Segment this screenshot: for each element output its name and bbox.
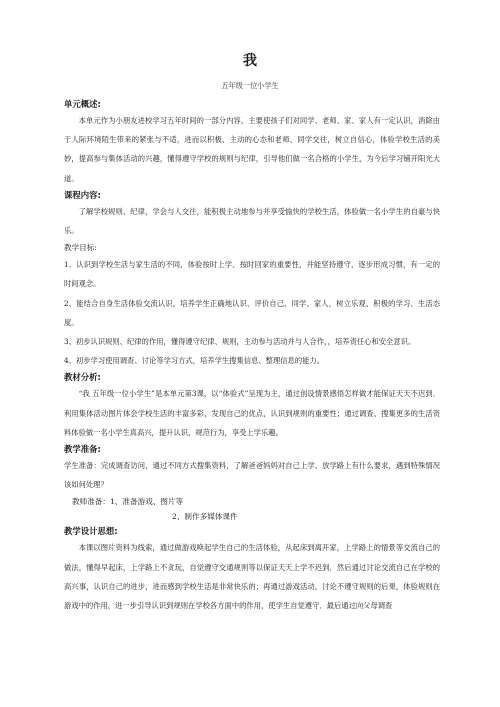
goal-item-2: 2、能结合自身生活体验交流认识，培养学生正确地认识、评价自己、同学、家人，树立乐观、积极的学习、生活态度。 — [64, 298, 440, 327]
design-paragraph: 本课以图片资料为线索，通过做游戏唤起学生自己的生活体验，从起床到离开家，上学路上的情景等交流自己的做法，懂得早起床，上学路上不贪玩，自觉遵守交通规则等以保证天天上学不迟到．然后通过讨论交流自己在学校的高兴事，认识自己的进步，进而感到学校生活是非常快乐的；再通过游戏活动，讨论不遵守规则的后果，体验规则在游戏中的作用，进一步引导认识到规则在学校各方面中的作用，使学生自觉遵守．最后通过向父母调查 — [64, 543, 440, 611]
overview-paragraph: 本单元作为小朋友进校学习五年时间的一部分内容，主要使孩子们对同学、老师、家、家人有一定认识，消除由于人际环境陌生带来的紧张与不适，进而以积极、主动的心态和老师、同学交往，树立自信心，体验学校生活的美妙，提高参与集体活动的兴趣，懂得遵守学校的规则与纪律，引导他们做一名合格的小学生，为今后学习铺开阳光大道。 — [64, 116, 440, 183]
design-heading: 教学设计思想: — [64, 526, 118, 537]
content-paragraph: 了解学校规则、纪律，学会与人交往，能积极主动地参与并享受愉快的学校生活，体验做一名小学生的自豪与快乐。 — [64, 206, 440, 236]
prep-heading: 教学准备: — [64, 444, 101, 455]
goal-item-4: 4、初步学习使用调查、讨论等学习方式，培养学生搜集信息、整理信息的能力。 — [64, 356, 325, 366]
document-subtitle: 五年级一位小学生 — [221, 81, 279, 90]
analysis-heading: 教材分析: — [64, 372, 101, 383]
analysis-paragraph: “我 五年级一位小学生”是本单元第3课，以“体验式”呈现为主，通过创设情景感悟怎样做才能保证天天不迟到．利用集体活动图片体会学校生活的丰富多彩，发现自己的优点，认识到规则的重要性；通过调查、搜集更多的生活资料体验做一名小学生真高兴，提升认识，规范行为，享受上学乐趣。 — [64, 389, 440, 437]
overview-heading: 单元概述: — [64, 99, 101, 109]
goals-heading: 教学目标: — [64, 243, 97, 253]
document-body — [64, 97, 440, 615]
prep-teacher-line-1: 教师准备：1、准备游戏、图片等 — [72, 497, 184, 507]
goal-item-1: 1、认识到学校生活与家生活的不同，体验按时上学、按时回家的重要性，并能坚持遵守，逐步形成习惯，有一定的时间观念。 — [64, 260, 440, 289]
document-title: 我 — [243, 53, 257, 69]
goal-item-3: 3、初步认识规则、纪律的作用，懂得遵守纪律、规则，主动参与活动并与人合作，，培养责任心和安全意识。 — [64, 337, 416, 347]
prep-student-paragraph: 学生准备：完成调查访问，通过不同方式搜集资料，了解爸爸妈妈对自己上学、放学路上有什么要求，遇到特殊情况该如何处理？ — [64, 461, 440, 490]
prep-teacher-line-2: 2、制作多媒体课件 — [172, 512, 238, 522]
content-heading: 课程内容: — [64, 189, 101, 200]
